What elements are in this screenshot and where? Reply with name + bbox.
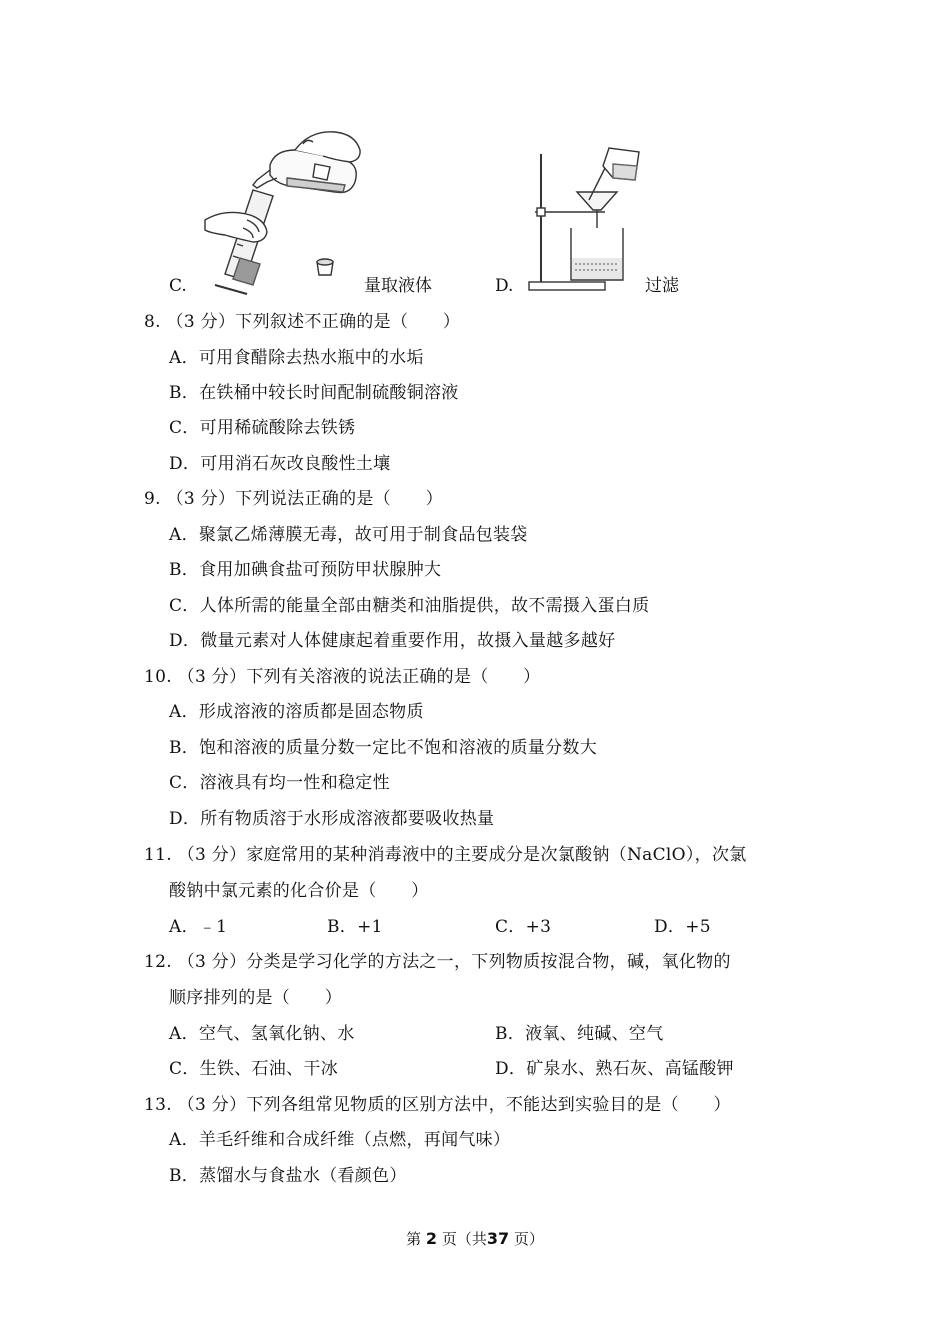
option: C．人体所需的能量全部由糖类和油脂提供，故不需摄入蛋白质 (169, 596, 650, 616)
question-stem-continued: 顺序排列的是（ ） (169, 988, 342, 1008)
option: A．聚氯乙烯薄膜无毒，故可用于制食品包装袋 (169, 525, 528, 545)
question-10 (144, 666, 540, 688)
option: B．饱和溶液的质量分数一定比不饱和溶液的质量分数大 (169, 738, 597, 758)
figure-c-letter: C. (169, 276, 187, 296)
question-8 (144, 311, 460, 333)
question-number: 11. (144, 845, 172, 865)
option: A．空气、氢氧化钠、水 (169, 1024, 355, 1044)
question-number: 10. (144, 667, 172, 687)
option: C．生铁、石油、干冰 (169, 1059, 339, 1079)
question-stem-continued: 酸钠中氯元素的化合价是（ ） (169, 881, 429, 901)
figure-c-caption: 量取液体 (364, 276, 432, 296)
figure-d-caption: 过滤 (645, 276, 679, 296)
option: B．在铁桶中较长时间配制硫酸铜溶液 (169, 383, 459, 403)
footer-suffix: 页） (513, 1230, 544, 1248)
question-number: 9. (144, 489, 161, 509)
measuring-liquid-illustration (195, 120, 365, 295)
footer-middle: 页（共 (441, 1230, 487, 1248)
question-stem: （3 分）家庭常用的某种消毒液中的主要成分是次氯酸钠（NaClO），次氯 (177, 845, 747, 865)
question-stem: （3 分）分类是学习化学的方法之一，下列物质按混合物，碱，氧化物的 (177, 952, 731, 972)
total-page-count: 37 (486, 1229, 510, 1248)
option: B．液氧、纯碱、空气 (495, 1024, 664, 1044)
option: D．所有物质溶于水形成溶液都要吸收热量 (169, 809, 495, 829)
question-stem: （3 分）下列说法正确的是（ ） (166, 489, 443, 509)
option: B．蒸馏水与食盐水（看颜色） (169, 1166, 407, 1186)
option: C．+3 (495, 917, 552, 937)
question-number: 12. (144, 952, 172, 972)
option: B．+1 (327, 917, 383, 937)
option: A．形成溶液的溶质都是固态物质 (169, 702, 424, 722)
option: D．矿泉水、熟石灰、高锰酸钾 (495, 1059, 734, 1079)
option: C．可用稀硫酸除去铁锈 (169, 418, 356, 438)
question-11 (144, 844, 747, 866)
footer-prefix: 第 (406, 1230, 422, 1248)
option: A．可用食醋除去热水瓶中的水垢 (169, 348, 424, 368)
question-stem: （3 分）下列各组常见物质的区别方法中，不能达到实验目的是（ ） (177, 1095, 731, 1115)
filtration-illustration (525, 140, 650, 295)
option: C．溶液具有均一性和稳定性 (169, 773, 390, 793)
option: D．可用消石灰改良酸性土壤 (169, 454, 391, 474)
question-number: 8. (144, 312, 161, 332)
option: A．﹣1 (169, 917, 228, 937)
question-12 (144, 951, 731, 973)
question-number: 13. (144, 1095, 172, 1115)
option: D．微量元素对人体健康起着重要作用，故摄入量越多越好 (169, 631, 616, 651)
figure-d-letter: D. (495, 276, 514, 296)
option: A．羊毛纤维和合成纤维（点燃，再闻气味） (169, 1130, 511, 1150)
page-footer (0, 1229, 950, 1249)
option: D．+5 (654, 917, 711, 937)
question-stem: （3 分）下列叙述不正确的是（ ） (166, 312, 461, 332)
question-13 (144, 1094, 731, 1116)
question-9 (144, 488, 443, 510)
option: B．食用加碘食盐可预防甲状腺肿大 (169, 560, 442, 580)
current-page-number: 2 (425, 1229, 438, 1248)
question-stem: （3 分）下列有关溶液的说法正确的是（ ） (177, 667, 541, 687)
